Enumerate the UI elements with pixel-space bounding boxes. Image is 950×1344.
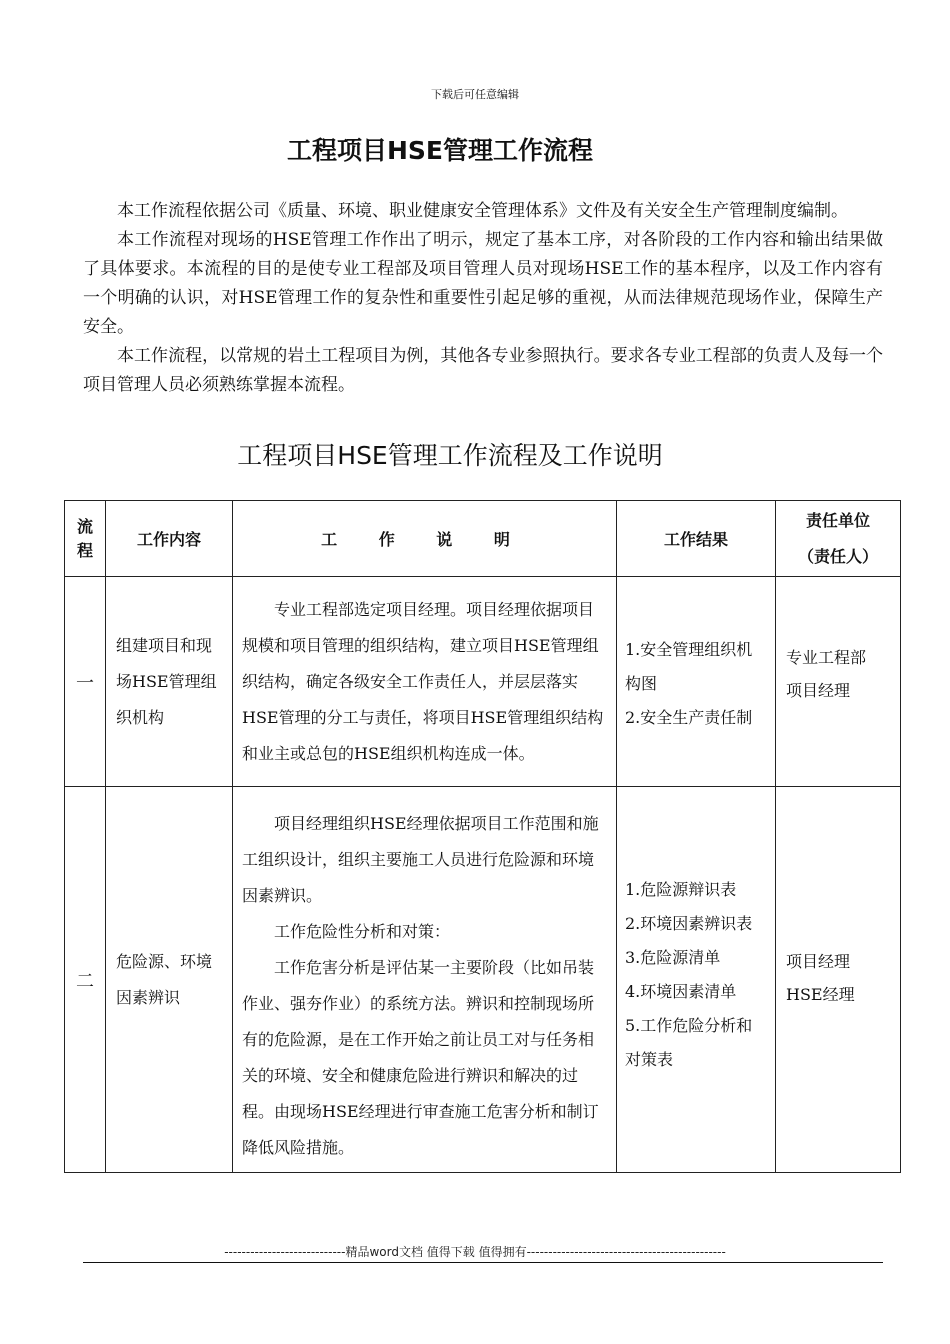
responsible-cell: [776, 577, 901, 787]
header-responsible: [776, 501, 901, 577]
description-paragraph: 工作危险性分析和对策：: [274, 921, 451, 941]
header-responsible-line2: （责任人）: [797, 546, 878, 566]
header-step: [65, 501, 106, 577]
description-paragraph: 工作危害分析是评估某一主要阶段（比如吊装作业、强夯作业）的系统方法。辨识和控制现场所有的危险源，是在工作开始之前让员工对与任务相关的环境、安全和健康危险进行辨识和解决的过程。由现场HSE经理进行审查施工危害分析和制订降低风险措施。: [242, 957, 599, 1157]
responsible-item: 项目经理: [786, 951, 851, 971]
header-step-line2: 程: [76, 540, 93, 560]
result-item: 1.危险源辩识表: [625, 879, 737, 899]
work-description: [233, 592, 616, 772]
intro-paragraph: 本工作流程，以常规的岩土工程项目为例，其他各专业参照执行。要求各专业工程部的负责人及每一个项目管理人员必须熟练掌握本流程。: [83, 346, 883, 395]
step-number: 一: [65, 577, 106, 787]
work-description-cell: [233, 787, 617, 1173]
responsible-list: [776, 945, 900, 1015]
work-result-cell: [617, 787, 776, 1173]
header-description: [233, 501, 617, 577]
step-number: 二: [65, 787, 106, 1173]
header-note: 下载后可任意编辑: [431, 88, 519, 101]
description-paragraph: 项目经理组织HSE经理依据项目工作范围和施工组织设计，组织主要施工人员进行危险源和环境因素辨识。: [242, 813, 599, 905]
responsible-item: 项目经理: [786, 680, 851, 700]
work-description: [233, 794, 616, 1166]
work-content-cell: [106, 577, 233, 787]
work-content: 危险源、环境因素辨识: [116, 951, 213, 1007]
responsible-item: HSE经理: [786, 984, 855, 1004]
responsible-cell: [776, 787, 901, 1173]
table-title: 工程项目HSE管理工作流程及工作说明: [237, 441, 663, 470]
result-item: 4.环境因素清单: [625, 981, 737, 1001]
result-item: 3.危险源清单: [625, 947, 721, 967]
table-header-row: [65, 501, 901, 577]
result-item: 5.工作危险分析和对策表: [625, 1015, 753, 1069]
header-responsible-line1: 责任单位: [805, 510, 870, 530]
responsible-item: 专业工程部: [786, 647, 867, 667]
intro-paragraph: 本工作流程对现场的HSE管理工作作出了明示，规定了基本工序，对各阶段的工作内容和输出结果做了具体要求。本流程的目的是使专业工程部及项目管理人员对现场HSE工作的基本程序，以及工作内容有一个明确的认识，对HSE管理工作的复杂性和重要性引起足够的重视，从而法律规范现场作业，保障生产安全。: [83, 230, 883, 337]
description-paragraph: 专业工程部选定项目经理。项目经理依据项目规模和项目管理的组织结构，建立项目HSE管理组织结构，确定各级安全工作责任人，并层层落实HSE管理的分工与责任，将项目HSE管理组织结构和业主或总包的HSE组织机构连成一体。: [242, 599, 604, 763]
header-description-label: 工 作 说 明: [321, 530, 528, 549]
header-content: 工作内容: [106, 501, 233, 577]
work-content-cell: [106, 787, 233, 1173]
result-item: 2.环境因素辨识表: [625, 913, 753, 933]
intro-section: [83, 197, 883, 400]
table-row: [65, 577, 901, 787]
table-row: [65, 787, 901, 1173]
work-result-list: [617, 629, 775, 735]
work-content: 组建项目和现场HSE管理组织机构: [116, 635, 217, 727]
document-title: 工程项目HSE管理工作流程: [286, 136, 593, 165]
footer-divider: [83, 1262, 883, 1263]
intro-paragraph: 本工作流程依据公司《质量、环境、职业健康安全管理体系》文件及有关安全生产管理制度编制。: [117, 201, 848, 221]
header-step-line1: 流: [76, 516, 93, 536]
workflow-table: [64, 500, 901, 1173]
header-result: 工作结果: [617, 501, 776, 577]
footer-note: ----------------------------精品word文档 值得下载 值得拥有----------------------------------------------: [224, 1245, 726, 1259]
result-item: 2.安全生产责任制: [625, 707, 753, 727]
work-result-cell: [617, 577, 776, 787]
result-item: 1.安全管理组织机构图: [625, 639, 753, 693]
responsible-list: [776, 641, 900, 723]
work-result-list: [617, 873, 775, 1087]
work-description-cell: [233, 577, 617, 787]
